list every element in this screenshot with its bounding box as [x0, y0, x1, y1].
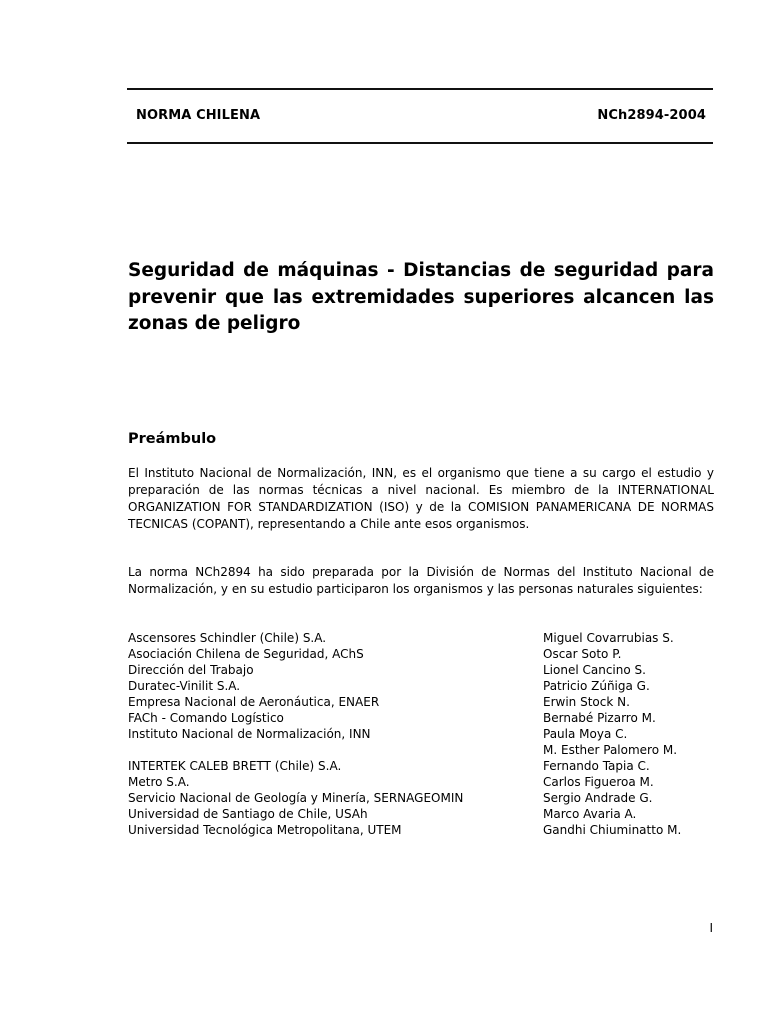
document-title: Seguridad de máquinas - Distancias de seguridad para prevenir que las extremidades superiores alcancen las zonas de peligro: [128, 260, 714, 334]
organization-item: Servicio Nacional de Geología y Minería, SERNAGEOMIN: [128, 791, 464, 805]
organization-item: Duratec-Vinilit S.A.: [128, 679, 241, 693]
participant-item: Marco Avaria A.: [543, 807, 637, 821]
participant-item: Bernabé Pizarro M.: [543, 711, 656, 725]
preamble-paragraph-2: La norma NCh2894 ha sido preparada por la División de Normas del Instituto Nacional de Normalización, y en su estudio participaron los organismos y las personas naturales siguientes:: [128, 565, 714, 596]
preamble-heading: Preámbulo: [128, 431, 217, 447]
organization-item: Dirección del Trabajo: [128, 663, 254, 677]
participant-item: Erwin Stock N.: [543, 695, 630, 709]
participant-item: Patricio Zúñiga G.: [543, 679, 650, 693]
participant-item: Lionel Cancino S.: [543, 663, 646, 677]
preamble-paragraph-1: El Instituto Nacional de Normalización, INN, es el organismo que tiene a su cargo el estudio y preparación de las normas técnicas a nivel nacional. Es miembro de la INTERNATIONAL ORGANIZATION FOR STANDARDIZATION (ISO) y de la COMISION PANAMERICANA DE NORMAS TECNICAS (COPANT), representando a Chile ante esos organismos.: [128, 466, 714, 531]
header-top-rule: [127, 88, 713, 90]
organization-spacer: [128, 742, 528, 758]
header-bottom-rule: [127, 142, 713, 144]
organization-item: Asociación Chilena de Seguridad, AChS: [128, 647, 364, 661]
participant-item: Fernando Tapia C.: [543, 759, 650, 773]
standard-label: NORMA CHILENA: [136, 108, 261, 123]
participant-item: Gandhi Chiuminatto M.: [543, 823, 682, 837]
organization-item: Universidad de Santiago de Chile, USAh: [128, 807, 368, 821]
standard-code: NCh2894-2004: [597, 108, 706, 123]
organization-item: FACh - Comando Logístico: [128, 711, 284, 725]
organization-item: Metro S.A.: [128, 775, 190, 789]
participant-item: Paula Moya C.: [543, 727, 628, 741]
participant-item: M. Esther Palomero M.: [543, 743, 678, 757]
participants-list: [543, 630, 713, 838]
organization-item: Ascensores Schindler (Chile) S.A.: [128, 631, 327, 645]
organization-item: INTERTEK CALEB BRETT (Chile) S.A.: [128, 759, 342, 773]
organization-item: Universidad Tecnológica Metropolitana, UTEM: [128, 823, 402, 837]
organization-item: Empresa Nacional de Aeronáutica, ENAER: [128, 695, 380, 709]
organizations-list: [128, 630, 528, 838]
participant-item: Carlos Figueroa M.: [543, 775, 654, 789]
participant-item: Miguel Covarrubias S.: [543, 631, 674, 645]
organization-item: Instituto Nacional de Normalización, INN: [128, 727, 371, 741]
participant-item: Oscar Soto P.: [543, 647, 622, 661]
participant-item: Sergio Andrade G.: [543, 791, 653, 805]
page-number: I: [709, 921, 713, 935]
